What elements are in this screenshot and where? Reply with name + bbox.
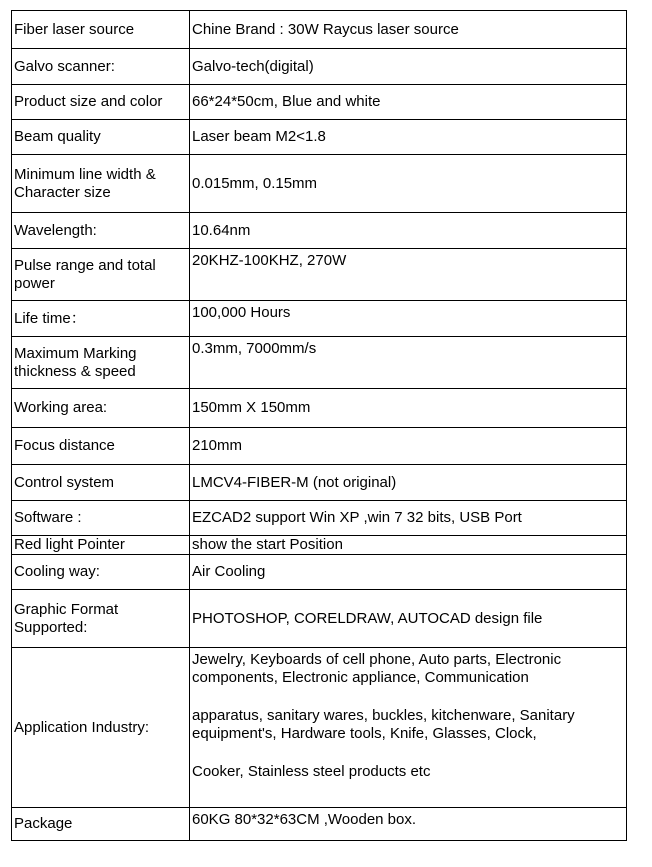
table-row xyxy=(12,428,627,465)
spec-label: Working area: xyxy=(12,389,190,428)
spec-label: Minimum line width & Character size xyxy=(12,155,190,213)
spec-label: Life time： xyxy=(12,301,190,337)
table-row xyxy=(12,155,627,213)
spec-label: Application Industry: xyxy=(12,648,190,808)
spec-paragraph: Jewelry, Keyboards of cell phone, Auto parts, Electronic components, Electronic appliance, Communication xyxy=(192,651,562,686)
spec-table xyxy=(11,10,627,841)
spec-label: Graphic Format Supported: xyxy=(12,590,190,648)
spec-label: Pulse range and total power xyxy=(12,249,190,301)
spec-label: Red light Pointer xyxy=(12,536,190,555)
table-row xyxy=(12,501,627,536)
table-row xyxy=(12,85,627,120)
spec-label: Galvo scanner: xyxy=(12,49,190,85)
spec-value: Air Cooling xyxy=(190,555,627,590)
spec-value xyxy=(190,648,627,808)
table-row xyxy=(12,120,627,155)
spec-value: 0.3mm, 7000mm/s xyxy=(190,337,627,389)
table-row xyxy=(12,555,627,590)
spec-value: EZCAD2 support Win XP ,win 7 32 bits, USB Port xyxy=(190,501,627,536)
spec-value: Chine Brand : 30W Raycus laser source xyxy=(190,11,627,49)
spec-value: 100,000 Hours xyxy=(190,301,627,337)
table-row xyxy=(12,389,627,428)
table-row xyxy=(12,590,627,648)
table-row xyxy=(12,49,627,85)
table-row xyxy=(12,337,627,389)
spec-label: Beam quality xyxy=(12,120,190,155)
table-row xyxy=(12,213,627,249)
table-row xyxy=(12,465,627,501)
table-row xyxy=(12,536,627,555)
spec-value: show the start Position xyxy=(190,536,627,555)
table-row xyxy=(12,648,627,808)
spec-value: 10.64nm xyxy=(190,213,627,249)
spec-value: 66*24*50cm, Blue and white xyxy=(190,85,627,120)
table-row xyxy=(12,249,627,301)
spec-label: Wavelength: xyxy=(12,213,190,249)
spec-value: 210mm xyxy=(190,428,627,465)
table-row xyxy=(12,301,627,337)
spec-value: 150mm X 150mm xyxy=(190,389,627,428)
spec-paragraph: apparatus, sanitary wares, buckles, kitchenware, Sanitary equipment's, Hardware tools, Knife, Glasses, Clock, xyxy=(192,707,575,742)
spec-label: Package xyxy=(12,808,190,841)
spec-label: Control system xyxy=(12,465,190,501)
table-row xyxy=(12,11,627,49)
spec-label: Software : xyxy=(12,501,190,536)
spec-label: Product size and color xyxy=(12,85,190,120)
spec-value: LMCV4-FIBER-M (not original) xyxy=(190,465,627,501)
spec-value: 60KG 80*32*63CM ,Wooden box. xyxy=(190,808,627,841)
spec-label: Focus distance xyxy=(12,428,190,465)
spec-value: 20KHZ-100KHZ, 270W xyxy=(190,249,627,301)
spec-paragraph: Cooker, Stainless steel products etc xyxy=(192,763,431,780)
spec-value: Galvo-tech(digital) xyxy=(190,49,627,85)
spec-label: Maximum Marking thickness & speed xyxy=(12,337,190,389)
table-row xyxy=(12,808,627,841)
spec-label: Fiber laser source xyxy=(12,11,190,49)
spec-label: Cooling way: xyxy=(12,555,190,590)
spec-value: PHOTOSHOP, CORELDRAW, AUTOCAD design file xyxy=(190,590,627,648)
spec-value: Laser beam M2<1.8 xyxy=(190,120,627,155)
spec-value: 0.015mm, 0.15mm xyxy=(190,155,627,213)
